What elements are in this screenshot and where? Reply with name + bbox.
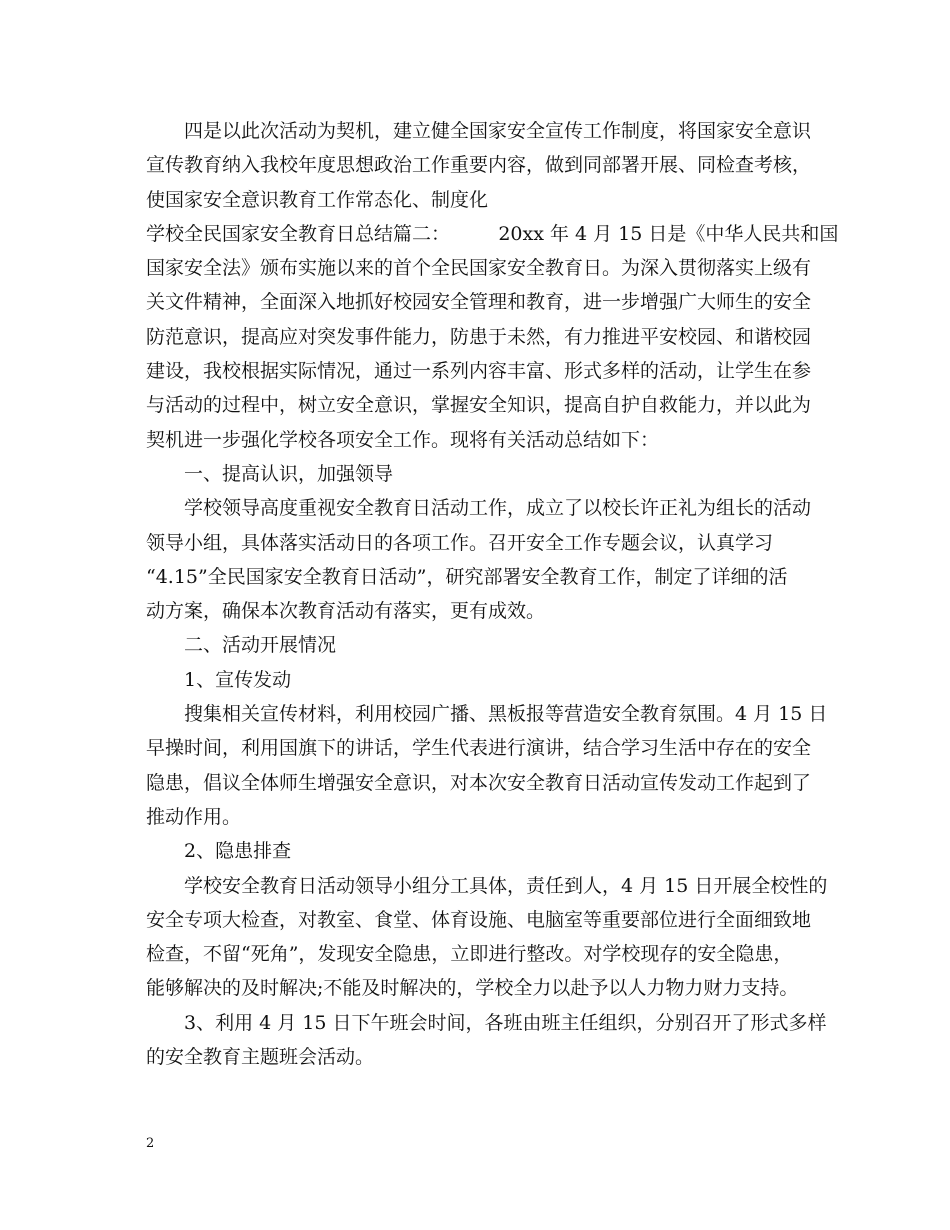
page-number: 2 [146, 1136, 155, 1151]
text-line: 防范意识，提高应对突发事件能力，防患于未然，有力推进平安校园、和谐校园 [146, 325, 812, 348]
text-line: 搜集相关宣传材料，利用校园广播、黑板报等营造安全教育氛围。4 月 15 日 [184, 703, 828, 726]
text-line: 隐患，倡议全体师生增强安全意识，对本次安全教育日活动宣传发动工作起到了 [146, 771, 812, 794]
text-line: 国家安全法》颁布实施以来的首个全民国家安全教育日。为深入贯彻落实上级有 [146, 257, 812, 280]
text-line: “4.15”全民国家安全教育日活动”，研究部署安全教育工作，制定了详细的活 [146, 565, 788, 588]
section-heading: 二、活动开展情况 [184, 634, 337, 657]
text-line: 宣传教育纳入我校年度思想政治工作重要内容，做到同部署开展、同检查考核， [146, 154, 812, 177]
text-line: 契机进一步强化学校各项安全工作。现将有关活动总结如下： [146, 428, 660, 451]
text-line: 检查，不留“死角”，发现安全隐患，立即进行整改。对学校现存的安全隐患， [146, 943, 793, 966]
text-line: 安全专项大检查，对教室、食堂、体育设施、电脑室等重要部位进行全面细致地 [146, 908, 812, 931]
section-heading: 一、提高认识，加强领导 [184, 462, 394, 485]
text-line: 的安全教育主题班会活动。 [146, 1046, 375, 1069]
text-line: 3、利用 4 月 15 日下午班会时间，各班由班主任组织，分别召开了形式多样 [184, 1011, 827, 1034]
text-line: 推动作用。 [146, 805, 242, 828]
text-line: 领导小组，具体落实活动日的各项工作。召开安全工作专题会议，认真学习 [146, 531, 774, 554]
body-text [146, 114, 839, 1074]
text-line: 关文件精神，全面深入地抓好校园安全管理和教育，进一步增强广大师生的安全 [146, 291, 812, 314]
text-line: 建设，我校根据实际情况，通过一系列内容丰富、形式多样的活动，让学生在参 [146, 360, 812, 383]
text-line: 学校全民国家安全教育日总结篇二： 20xx 年 4 月 15 日是《中华人民共和国 [146, 222, 839, 245]
text-line: 四是以此次活动为契机，建立健全国家安全宣传工作制度，将国家安全意识 [184, 120, 812, 142]
text-line: 动方案，确保本次教育活动有落实，更有成效。 [146, 600, 546, 623]
text-line: 学校领导高度重视安全教育日活动工作，成立了以校长许正礼为组长的活动 [184, 497, 812, 520]
subsection-heading: 1、宣传发动 [184, 668, 292, 691]
text-line: 能够解决的及时解决;不能及时解决的，学校全力以赴予以人力物力财力支持。 [146, 977, 799, 1000]
text-line: 早操时间，利用国旗下的讲话，学生代表进行演讲，结合学习生活中存在的安全 [146, 737, 812, 760]
text-line: 学校安全教育日活动领导小组分工具体，责任到人，4 月 15 日开展全校性的 [184, 874, 828, 897]
text-line: 使国家安全意识教育工作常态化、制度化 [146, 188, 489, 211]
subsection-heading: 2、隐患排查 [184, 840, 292, 863]
text-line: 与活动的过程中，树立安全意识，掌握安全知识，提高自护自救能力，并以此为 [146, 394, 812, 417]
